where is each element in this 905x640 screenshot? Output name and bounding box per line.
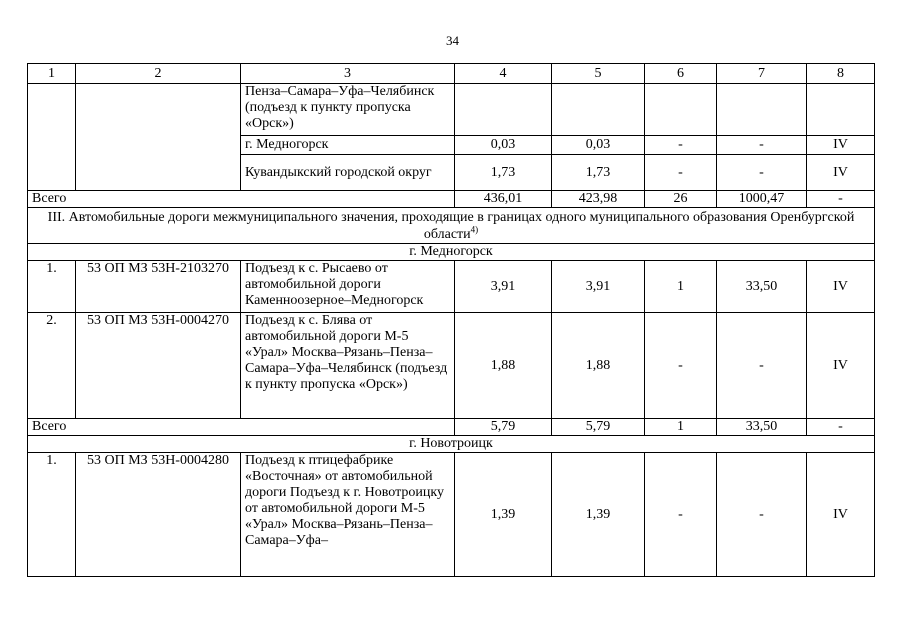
total-length-hard: 5,79 — [552, 419, 645, 436]
total-col6: 26 — [645, 191, 717, 208]
municipality-row — [28, 244, 875, 261]
municipality-name: г. Медногорск — [28, 244, 875, 261]
col-header-1: 1 — [28, 64, 76, 84]
col-header-4: 4 — [455, 64, 552, 84]
cell-id — [76, 84, 241, 191]
cell-col7: 33,50 — [717, 261, 807, 313]
cell-description: г. Медногорск — [241, 136, 455, 155]
cell-description: Подъезд к с. Блява от автомобильной дороги М-5 «Урал» Москва–Рязань–Пенза–Самара–Уфа–Челябинск (подъезд к пункту пропуска «Орск») — [241, 313, 455, 419]
municipality-name: г. Новотроицк — [28, 436, 875, 453]
cell-col6: - — [645, 155, 717, 191]
cell-description: Кувандыкский городской округ — [241, 155, 455, 191]
total-col6: 1 — [645, 419, 717, 436]
cell-number: 2. — [28, 313, 76, 419]
section-heading-row — [28, 208, 875, 244]
cell-id: 53 ОП МЗ 53Н-0004280 — [76, 453, 241, 577]
cell-col6: - — [645, 453, 717, 577]
cell-number: 1. — [28, 453, 76, 577]
cell-number — [28, 84, 76, 191]
cell-length-hard: 0,03 — [552, 136, 645, 155]
table-row — [28, 313, 875, 419]
cell-length-hard: 3,91 — [552, 261, 645, 313]
total-row — [28, 419, 875, 436]
total-length-hard: 423,98 — [552, 191, 645, 208]
footnote-marker: 4) — [470, 223, 479, 234]
cell-number: 1. — [28, 261, 76, 313]
col-header-3: 3 — [241, 64, 455, 84]
col-header-6: 6 — [645, 64, 717, 84]
col-header-2: 2 — [76, 64, 241, 84]
col-header-7: 7 — [717, 64, 807, 84]
cell-col6: - — [645, 313, 717, 419]
cell-col7: - — [717, 453, 807, 577]
cell-length-total: 1,88 — [455, 313, 552, 419]
column-header-row — [28, 64, 875, 84]
page-number: 34 — [446, 33, 459, 48]
total-label: Всего — [28, 191, 455, 208]
cell-category: IV — [807, 261, 875, 313]
cell-length-hard: 1,73 — [552, 155, 645, 191]
total-label: Всего — [28, 419, 455, 436]
total-col7: 33,50 — [717, 419, 807, 436]
cell-category: IV — [807, 453, 875, 577]
table-row — [28, 453, 875, 577]
cell-length-total: 3,91 — [455, 261, 552, 313]
cell-col7: - — [717, 313, 807, 419]
cell-category: IV — [807, 155, 875, 191]
cell-description: Пенза–Самара–Уфа–Челябинск (подъезд к пункту пропуска «Орск») — [241, 84, 455, 136]
cell-description: Подъезд к с. Рысаево от автомобильной дороги Каменноозерное–Медногорск — [241, 261, 455, 313]
roads-table — [27, 63, 875, 577]
cell-col7: - — [717, 136, 807, 155]
cell-length-total: 1,39 — [455, 453, 552, 577]
cell-length-total: 0,03 — [455, 136, 552, 155]
cell-category: IV — [807, 136, 875, 155]
total-length-total: 436,01 — [455, 191, 552, 208]
total-row — [28, 191, 875, 208]
table-row — [28, 84, 875, 136]
total-col7: 1000,47 — [717, 191, 807, 208]
total-category: - — [807, 191, 875, 208]
total-category: - — [807, 419, 875, 436]
cell-id: 53 ОП МЗ 53Н-0004270 — [76, 313, 241, 419]
cell-col6: - — [645, 136, 717, 155]
cell-col6: 1 — [645, 261, 717, 313]
section-title: III. Автомобильные дороги межмуниципального значения, проходящие в границах одного муниципального образования Оренбургской области — [47, 209, 855, 242]
cell-length-hard: 1,88 — [552, 313, 645, 419]
section-heading — [28, 208, 875, 244]
cell-description: Подъезд к птицефабрике «Восточная» от автомобильной дороги Подъезд к г. Новотроицку от автомобильной дороги М-5 «Урал» Москва–Рязань–Пенза–Самара–Уфа– — [241, 453, 455, 577]
table-row — [28, 261, 875, 313]
cell-length-total: 1,73 — [455, 155, 552, 191]
col-header-8: 8 — [807, 64, 875, 84]
total-length-total: 5,79 — [455, 419, 552, 436]
cell-id: 53 ОП МЗ 53Н-2103270 — [76, 261, 241, 313]
cell-col7: - — [717, 155, 807, 191]
cell-category: IV — [807, 313, 875, 419]
cell-length-hard: 1,39 — [552, 453, 645, 577]
col-header-5: 5 — [552, 64, 645, 84]
municipality-row — [28, 436, 875, 453]
